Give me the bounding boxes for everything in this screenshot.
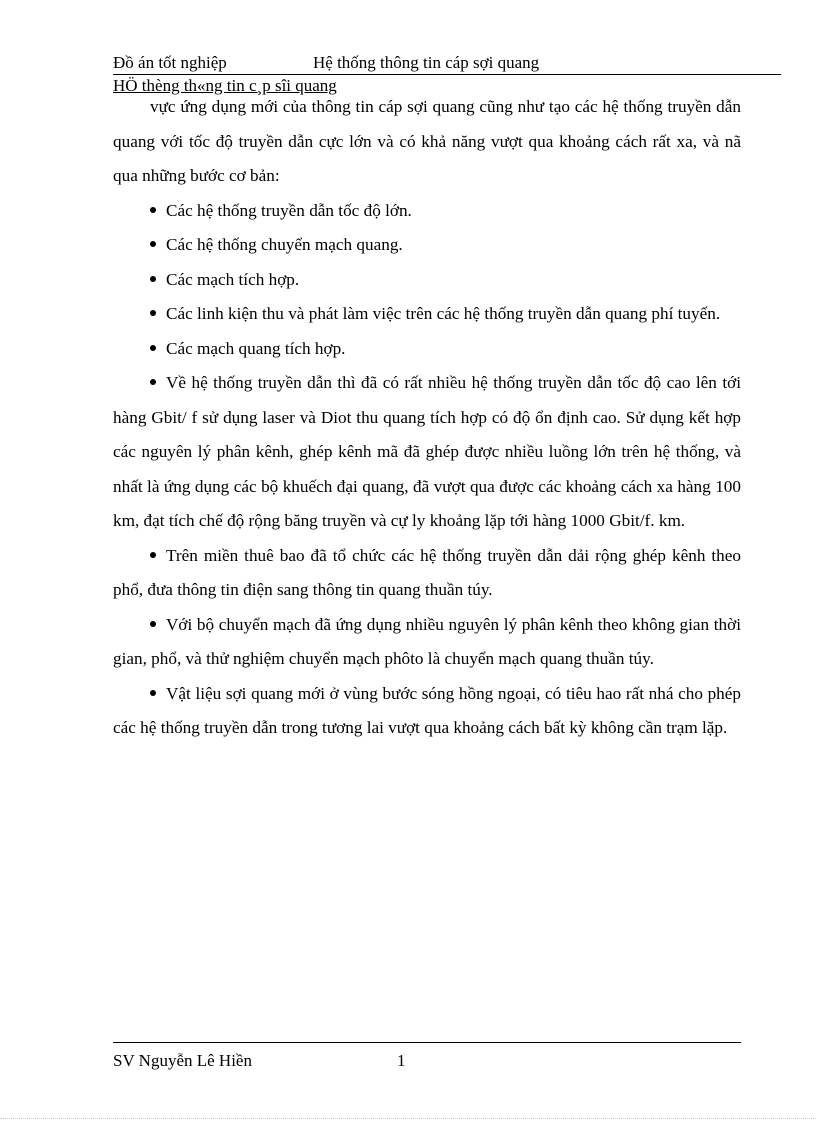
bullet-item [113, 194, 741, 229]
bullet-icon [150, 621, 156, 627]
bullet-icon [150, 207, 156, 213]
header-center-title: Hệ thống thông tin cáp sợi quang [313, 53, 540, 72]
bullet-item [113, 297, 741, 332]
bullet-text: Vật liệu sợi quang mới ở vùng bước sóng hồng ngoại, có tiêu hao rất nhá cho phép các hệ thống truyền dẫn trong tương lai vượt qua khoảng cách bất kỳ không cần trạm lặp. [113, 683, 741, 737]
bullet-item [113, 332, 741, 367]
footer-author: SV Nguyễn Lê Hiền [113, 1051, 252, 1070]
bullet-icon [150, 310, 156, 316]
bullet-icon [150, 345, 156, 351]
bullet-text: Với bộ chuyển mạch đã ứng dụng nhiều nguyên lý phân kênh theo không gian thời gian, phổ, và thử nghiệm chuyển mạch phôto là chuyển mạch quang thuần túy. [113, 614, 741, 668]
bullet-text: Các linh kiện thu và phát làm việc trên các hệ thống truyền dẫn quang phí tuyến. [166, 304, 721, 323]
bullet-text: Các hệ thống truyền dẫn tốc độ lớn. [166, 200, 412, 220]
bullet-item [113, 263, 741, 298]
page-header [113, 52, 781, 75]
document-body [113, 90, 741, 746]
header-subtitle: HÖ thèng th«ng tin c¸p sîi quang [113, 76, 337, 95]
bullet-icon [150, 552, 156, 558]
paragraph [113, 90, 741, 194]
bullet-text: Các mạch tích hợp. [166, 269, 300, 289]
bullet-item [113, 608, 741, 677]
bullet-icon [150, 690, 156, 696]
bullet-item [113, 677, 741, 746]
header-left-title: Đồ án tốt nghiệp [113, 53, 227, 72]
page-number: 1 [397, 1051, 406, 1070]
bullet-item [113, 228, 741, 263]
page-edge-divider [0, 1118, 816, 1119]
bullet-icon [150, 379, 156, 385]
paragraph-text: vực ứng dụng mới của thông tin cáp sợi quang cũng như tạo các hệ thống truyền dẫn quang với tốc độ truyền dẫn cực lớn và có khả năng vượt qua khoảng cách rất xa, và nã qua những bước cơ bản: [113, 97, 741, 185]
bullet-text: Về hệ thống truyền dẫn thì đã có rất nhiều hệ thống truyền dẫn tốc độ cao lên tới hàng Gbit/ f sử dụng laser và Diot thu quang tích hợp có độ ổn định cao. Sử dụng kết hợp các nguyên lý phân kênh, ghép kênh mã đã ghép được nhiều luồng lớn trên hệ thống, và nhất là ứng dụng các bộ khuếch đại quang, đã vượt qua được các khoảng cách xa hàng 100 km, đạt tích chế độ rộng băng truyền và cự ly khoảng lặp tới hàng 1000 Gbit/f. km. [113, 373, 741, 530]
bullet-item [113, 539, 741, 608]
footer-divider [113, 1042, 741, 1043]
bullet-item [113, 366, 741, 539]
bullet-text: Các mạch quang tích hợp. [166, 338, 346, 358]
bullet-text: Các hệ thống chuyển mạch quang. [166, 235, 403, 254]
bullet-icon [150, 241, 156, 247]
bullet-icon [150, 276, 156, 282]
bullet-text: Trên miền thuê bao đã tổ chức các hệ thống truyền dẫn dải rộng ghép kênh theo phổ, đưa thông tin điện sang thông tin quang thuần túy. [113, 545, 741, 599]
